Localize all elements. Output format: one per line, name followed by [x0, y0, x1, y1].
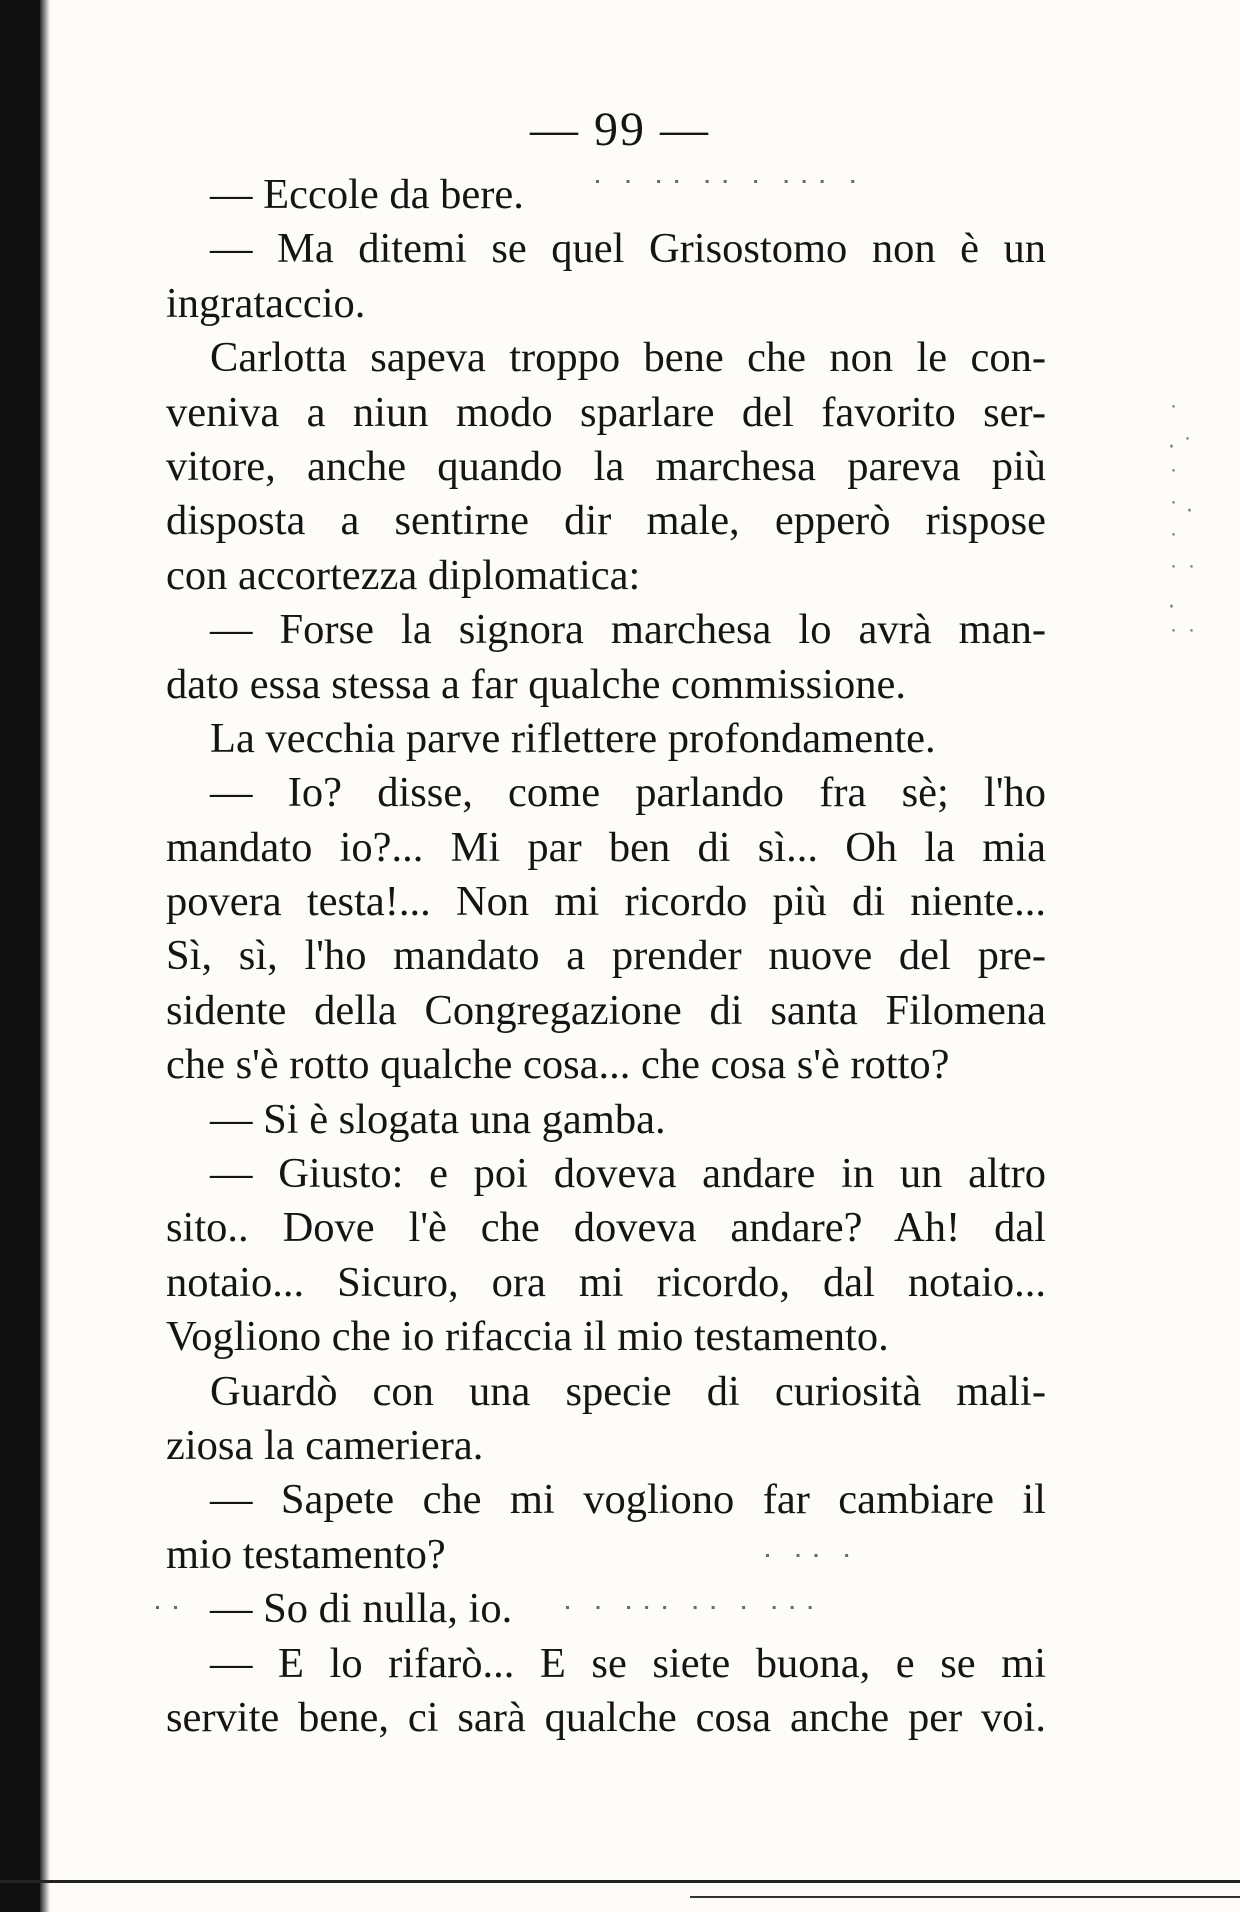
book-spine-shadow	[0, 0, 40, 1912]
text-line: Vogliono che io rifaccia il mio testamento.	[166, 1313, 889, 1361]
text-line: — Si è slogata una gamba.	[210, 1095, 666, 1143]
text-line: disposta a sentirne dir male, epperò rispose	[166, 497, 1046, 545]
text-line: Sì, sì, l'ho mandato a prender nuove del pre-	[166, 932, 1046, 980]
text-line: — So di nulla, io.	[210, 1585, 513, 1633]
text-line: — Giusto: e poi doveva andare in un altro	[210, 1150, 1046, 1198]
text-line: — E lo rifarò... E se siete buona, e se mi	[210, 1639, 1046, 1687]
text-line: La vecchia parve riflettere profondamente.	[210, 714, 936, 762]
text-line: con accortezza diplomatica:	[166, 551, 641, 599]
text-line: servite bene, ci sarà qualche cosa anche per voi.	[166, 1693, 1046, 1741]
text-line: Guardò con una specie di curiosità mali-	[210, 1367, 1046, 1415]
text-line: sidente della Congregazione di santa Filomena	[166, 986, 1046, 1034]
text-line: — Io? disse, come parlando fra sè; l'ho	[210, 769, 1046, 817]
ink-bleed-line-1: ˙ ˙ ˙˙ ˙˙ ˙ ˙˙˙ ˙	[590, 176, 864, 211]
text-line: — Sapete che mi vogliono far cambiare il	[210, 1476, 1046, 1524]
text-line: che s'è rotto qualche cosa... che cosa s'è rotto?	[166, 1041, 950, 1089]
text-line: ziosa la cameriera.	[166, 1421, 484, 1469]
ink-bleed-line-4: ˙ ˙ ˙˙˙ ˙˙ ˙ ˙˙˙	[560, 1602, 821, 1637]
text-line: mio testamento?	[166, 1530, 446, 1578]
text-line: ingrataccio.	[166, 279, 366, 327]
margin-scan-marks: ˙ · ˙ ˙ ˙ · ˙ ˙ ˙ · ˙ ˙	[1168, 403, 1197, 652]
gutter-shadow	[40, 0, 50, 1912]
text-line: vitore, anche quando la marchesa pareva più	[166, 442, 1046, 490]
bottom-edge-line	[0, 1880, 1240, 1883]
text-line: mandato io?... Mi par ben di sì... Oh la mia	[166, 823, 1046, 871]
bottom-edge-line-secondary	[690, 1896, 1240, 1898]
text-line: — Ma ditemi se quel Grisostomo non è un	[210, 225, 1046, 273]
page-text	[166, 168, 1046, 1745]
text-line: — Eccole da bere.	[210, 171, 524, 218]
text-line: — Forse la signora marchesa lo avrà man-	[210, 606, 1046, 654]
text-line: povera testa!... Non mi ricordo più di niente...	[166, 878, 1046, 926]
ink-bleed-line-3: ˙˙	[150, 1602, 186, 1637]
ink-bleed-line-2: ˙ ˙˙ ˙	[760, 1550, 858, 1585]
text-line: sito.. Dove l'è che doveva andare? Ah! dal	[166, 1204, 1046, 1252]
text-line: veniva a niun modo sparlare del favorito ser-	[166, 388, 1046, 436]
text-line: notaio... Sicuro, ora mi ricordo, dal notaio...	[166, 1258, 1046, 1306]
page-number: — 99 —	[530, 103, 710, 156]
text-line: dato essa stessa a far qualche commissione.	[166, 660, 906, 708]
text-line: Carlotta sapeva troppo bene che non le con-	[210, 334, 1046, 382]
